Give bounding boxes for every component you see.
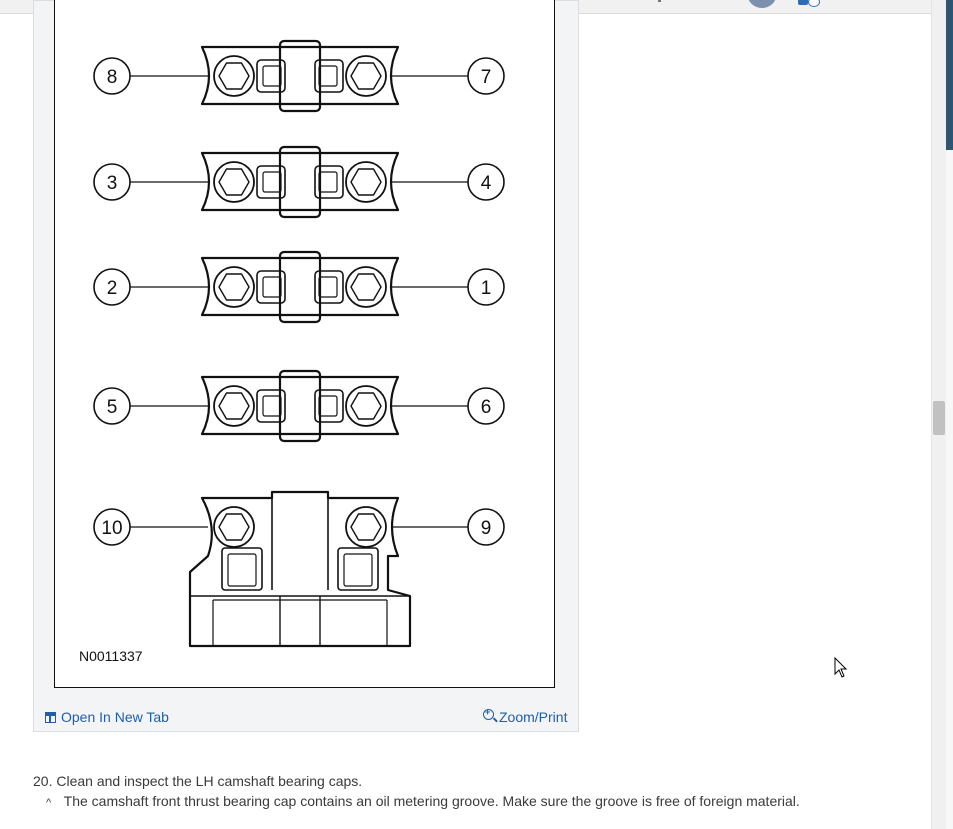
callout-5 [94,388,208,424]
zoom-icon [483,709,494,720]
scrollbar-thumb[interactable] [933,401,945,435]
zoom-print-label: Zoom/Print [499,709,568,725]
callout-number: 10 [101,518,123,539]
callout-3 [94,164,208,200]
open-in-new-tab-link[interactable] [45,709,169,725]
desktop-edge [946,0,953,829]
figure-id: N0011337 [79,648,143,664]
adjacent-window [946,150,953,829]
bearing-cap-5 [190,492,410,646]
bearing-cap-3 [202,252,398,322]
procedure-step: 20. Clean and inspect the LH camshaft bearing caps. [33,773,363,789]
callout-number: 3 [106,173,118,194]
substep-text: The camshaft front thrust bearing cap contains an oil metering groove. Make sure the groove is free of foreign material. [63,793,800,809]
substep-marker: ^ [46,797,52,809]
mouse-pointer-icon [834,657,848,679]
callout-4 [392,164,504,200]
callout-8 [94,58,208,94]
procedure-substep [46,793,800,809]
callout-number: 2 [106,278,118,299]
callout-9 [392,509,504,545]
callout-7 [392,58,504,94]
callout-2 [94,269,208,305]
callout-number: 9 [480,518,492,539]
callout-6 [392,388,504,424]
zoom-print-link[interactable] [483,709,567,725]
callout-1 [392,269,504,305]
bearing-cap-1 [202,41,398,111]
callout-10 [94,509,208,545]
bearing-cap-2 [202,147,398,217]
bearing-cap-4 [202,371,398,441]
open-in-new-tab-icon [45,712,56,723]
callout-number: 6 [480,397,492,418]
callout-number: 4 [480,173,492,194]
callout-number: 1 [480,278,492,299]
callout-number: 7 [480,67,492,88]
open-in-new-tab-label: Open In New Tab [61,709,169,725]
callout-number: 5 [106,397,118,418]
callout-number: 8 [106,67,118,88]
desktop-background [946,0,953,150]
